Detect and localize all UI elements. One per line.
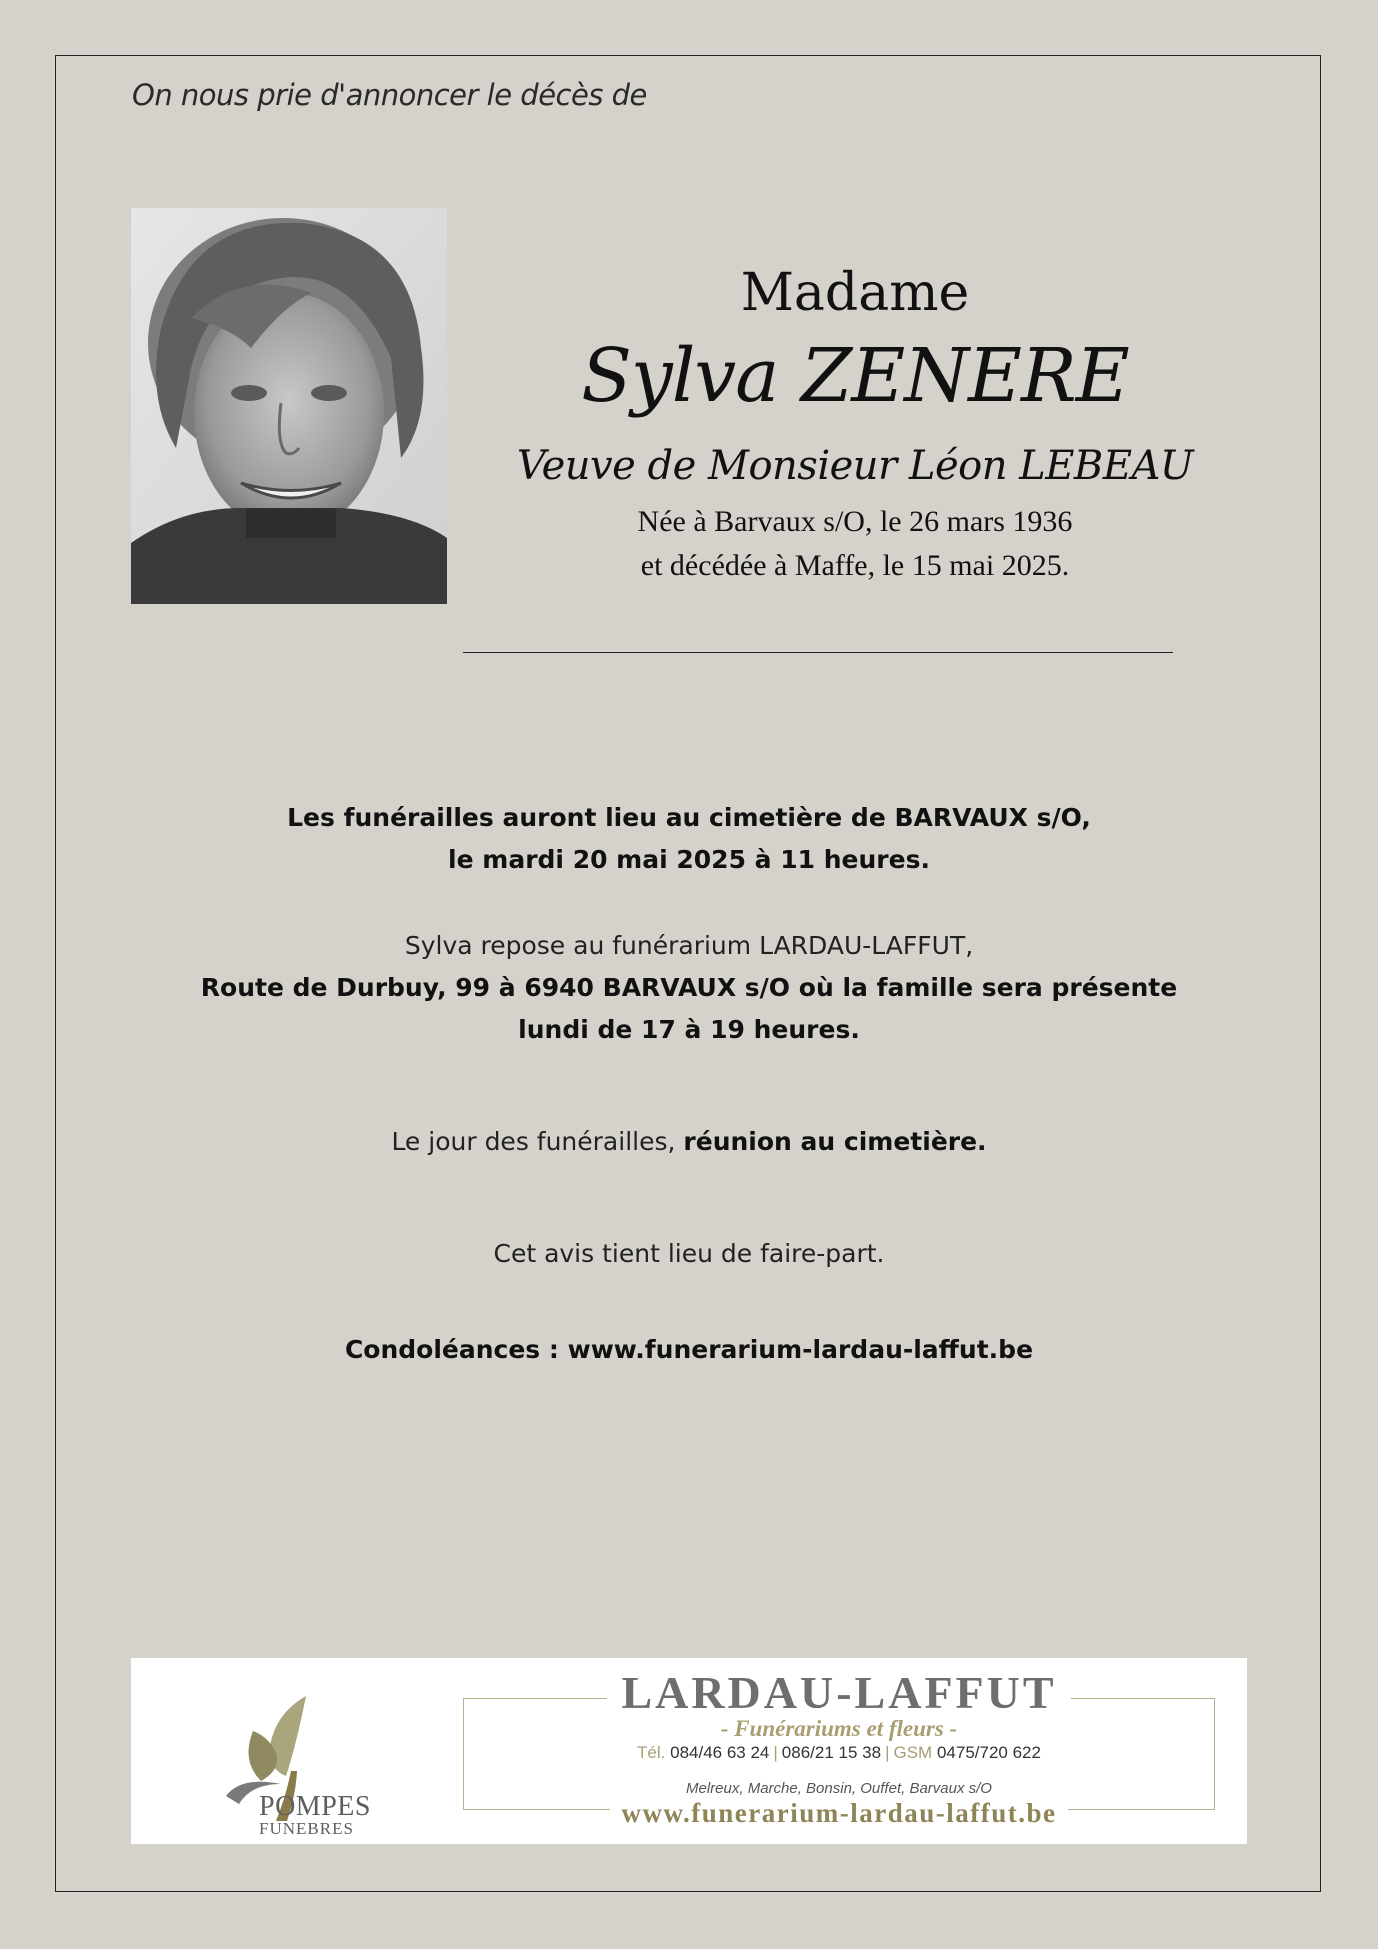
logo-text bbox=[259, 1791, 371, 1838]
death-line: et décédée à Maffe, le 15 mai 2025. bbox=[640, 549, 1070, 582]
funeral-line-2: le mardi 20 mai 2025 à 11 heures. bbox=[448, 845, 930, 874]
dates-block bbox=[460, 500, 1250, 588]
meeting-prefix: Le jour des funérailles, bbox=[391, 1127, 684, 1156]
logo-line-1: POMPES bbox=[259, 1791, 371, 1822]
phone-numbers: Tél. 084/46 63 24 | 086/21 15 38 | GSM 0475/720 622 bbox=[637, 1743, 1041, 1762]
meeting-line bbox=[130, 1121, 1248, 1163]
rest-line-1: Sylva repose au funérarium LARDAU-LAFFUT, bbox=[404, 931, 974, 960]
pompes-funebres-logo bbox=[201, 1676, 401, 1836]
meeting-bold: réunion au cimetière. bbox=[683, 1127, 987, 1156]
condolences-line: Condoléances : www.funerarium-lardau-laffut.be bbox=[344, 1335, 1034, 1364]
rest-line-2: Route de Durbuy, 99 à 6940 BARVAUX s/O où la famille sera présente bbox=[200, 973, 1178, 1002]
locations: Melreux, Marche, Bonsin, Ouffet, Barvaux s/O bbox=[686, 1780, 992, 1797]
tel-2: 086/21 15 38 bbox=[781, 1743, 882, 1762]
deceased-name: Sylva ZENERE bbox=[581, 333, 1129, 419]
company-name: LARDAU-LAFFUT bbox=[463, 1668, 1215, 1718]
deceased-header bbox=[460, 258, 1250, 588]
divider bbox=[463, 652, 1173, 653]
company-tagline: - Funérariums et fleurs - bbox=[720, 1716, 958, 1741]
footer-website: www.funerarium-lardau-laffut.be bbox=[463, 1798, 1215, 1829]
funeral-home-banner bbox=[131, 1658, 1247, 1844]
tel-label: Tél. bbox=[637, 1743, 666, 1762]
notice-body bbox=[130, 797, 1248, 1371]
tel-1: 084/46 63 24 bbox=[670, 1743, 770, 1762]
honorific: Madame bbox=[740, 263, 970, 323]
faire-part-line: Cet avis tient lieu de faire-part. bbox=[493, 1239, 885, 1268]
gsm-label: GSM bbox=[893, 1743, 933, 1762]
birth-line: Née à Barvaux s/O, le 26 mars 1936 bbox=[637, 505, 1073, 538]
rest-line-3: lundi de 17 à 19 heures. bbox=[518, 1015, 860, 1044]
intro-text: On nous prie d'annoncer le décès de bbox=[132, 78, 647, 112]
logo-line-2: FUNEBRES bbox=[259, 1819, 354, 1838]
portrait-photo bbox=[131, 208, 447, 604]
spouse-line: Veuve de Monsieur Léon LEBEAU bbox=[516, 443, 1194, 489]
gsm-number: 0475/720 622 bbox=[936, 1743, 1041, 1762]
funeral-line-1: Les funérailles auront lieu au cimetière de BARVAUX s/O, bbox=[287, 803, 1091, 832]
